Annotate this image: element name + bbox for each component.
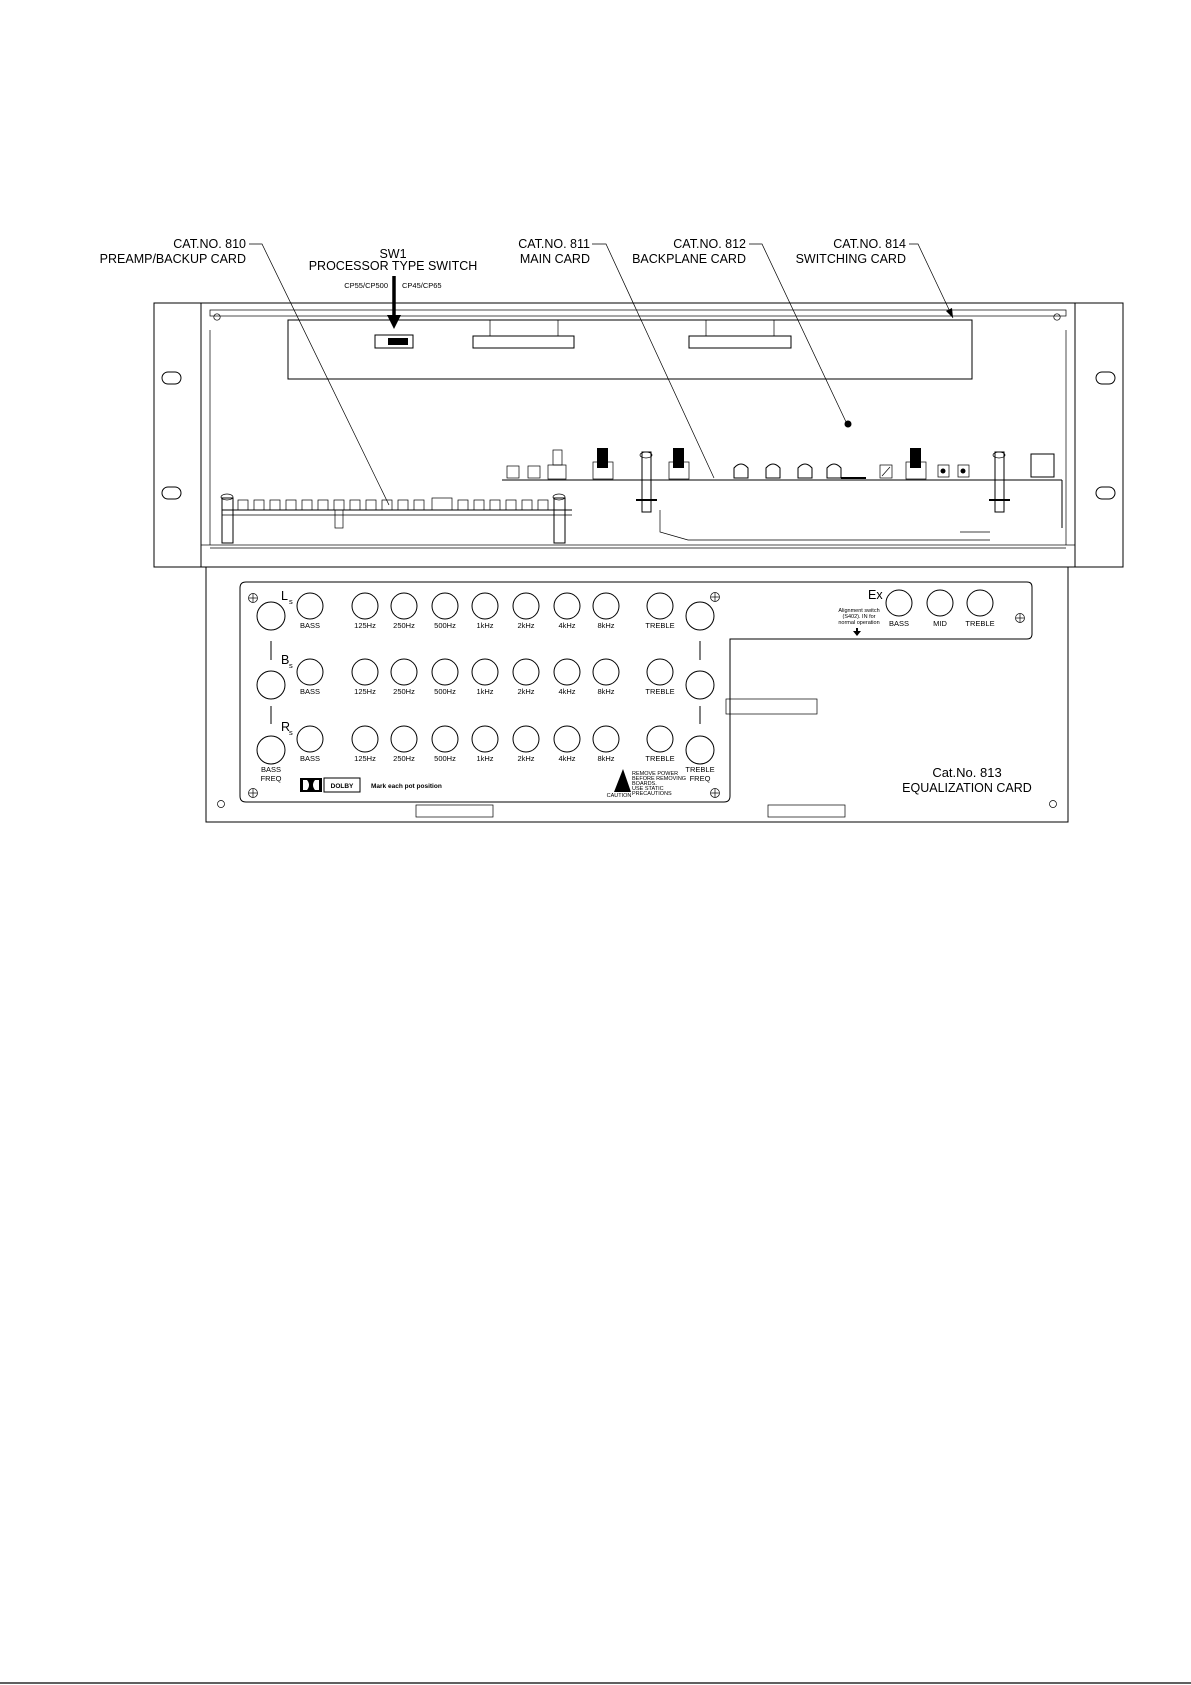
preamp-terminal-row [238,498,548,510]
backplane-point [845,421,852,428]
svg-text:4kHz: 4kHz [558,754,576,763]
left-ear-slot-top [162,372,181,384]
svg-text:1kHz: 1kHz [476,687,494,696]
backplane-leader-line [749,244,847,424]
callout-switching-card [796,237,953,318]
svg-text:1kHz: 1kHz [476,621,494,630]
row-rs-treble-freq-knob [686,736,714,764]
ex-treble-knob [967,590,993,616]
dolby-logo-text: DOLBY [330,783,354,790]
svg-text:250Hz: 250Hz [393,754,415,763]
row-bs-125hz-knob [352,659,378,685]
svg-text:500Hz: 500Hz [434,687,456,696]
row-bs-channel: B [281,653,290,667]
row-bs-subscript: s [289,661,293,670]
eq-card-name: EQUALIZATION CARD [902,781,1032,795]
row-ls-bass-knob [297,593,323,619]
svg-text:TREBLE: TREBLE [965,619,995,628]
eq-row-rs [257,720,714,764]
left-ear-slot-bottom [162,487,181,499]
ex-title: Ex [868,588,883,602]
row-bs-treble-freq-knob [686,671,714,699]
svg-text:MID: MID [933,619,947,628]
row-rs-4khz-knob [554,726,580,752]
row-bs-bass-freq-knob [257,671,285,699]
row-rs-subscript: s [289,728,293,737]
preamp-catno: CAT.NO. 810 [173,237,246,251]
svg-text:BASS: BASS [888,619,910,628]
sw1-right-position: CP45/CP65 [402,281,442,290]
row-ls-1khz-knob [472,593,498,619]
svg-text:2kHz: 2kHz [517,754,535,763]
row-ls-2khz-knob [513,593,539,619]
mark-pot-text: Mark each pot position [371,783,442,790]
svg-text:8kHz: 8kHz [597,621,615,630]
svg-text:BASS: BASS [299,754,321,763]
backplane-name: BACKPLANE CARD [632,252,746,266]
row-rs-channel: R [281,720,291,734]
treble-freq-label-1: TREBLE [685,765,715,774]
callout-preamp-card [100,237,389,505]
row-bs-2khz-knob [513,659,539,685]
row-ls-channel: L [281,589,288,603]
row-rs-bass-knob [297,726,323,752]
row-bs-250hz-knob [391,659,417,685]
row-ls-treble-freq-knob [686,602,714,630]
row-bs-treble-knob [647,659,673,685]
row-bs-bass-knob [297,659,323,685]
right-rack-ear [1075,303,1123,567]
switching-arrow-icon [946,308,953,318]
svg-text:8kHz: 8kHz [597,754,615,763]
dolby-logo [300,778,360,792]
row-ls-bass-freq-knob [257,602,285,630]
main-catno: CAT.NO. 811 [518,237,590,251]
bass-freq-label-2: FREQ [260,774,282,783]
switching-connector-left [473,336,574,348]
eq-card-callout [902,765,1032,795]
row-ls-8khz-knob [593,593,619,619]
eq-card-catno: Cat.No. 813 [932,765,1002,780]
row-ls-treble-knob [647,593,673,619]
row-ls-500hz-knob [432,593,458,619]
svg-text:8kHz: 8kHz [597,687,615,696]
svg-text:500Hz: 500Hz [434,754,456,763]
svg-text:BASS: BASS [299,621,321,630]
svg-text:250Hz: 250Hz [393,687,415,696]
svg-text:PRECAUTIONS: PRECAUTIONS [632,791,672,797]
main-name: MAIN CARD [519,252,590,266]
svg-text:125Hz: 125Hz [354,621,376,630]
svg-text:REMOVE POWER: REMOVE POWER [632,771,679,777]
row-bs-500hz-knob [432,659,458,685]
switching-leader-line [909,244,953,318]
switching-card [288,320,972,379]
svg-text:BEFORE REMOVING: BEFORE REMOVING [632,776,687,782]
svg-text:BASS: BASS [299,687,321,696]
switching-connector-right [689,336,791,348]
main-leader-line [592,244,714,478]
svg-text:2kHz: 2kHz [517,621,535,630]
sw1-left-position: CP55/CP500 [344,281,388,290]
row-bs-4khz-knob [554,659,580,685]
svg-text:125Hz: 125Hz [354,687,376,696]
caution-triangle-icon [614,769,631,792]
row-bs-1khz-knob [472,659,498,685]
ex-section [838,588,994,636]
preamp-name: PREAMP/BACKUP CARD [99,252,246,266]
svg-text:TREBLE: TREBLE [645,621,675,630]
sw1-switch-slider [388,338,408,345]
ex-mid-knob [927,590,953,616]
row-ls-125hz-knob [352,593,378,619]
ex-bass-knob [886,590,912,616]
row-rs-treble-knob [647,726,673,752]
main-card-components [502,448,1062,540]
svg-text:4kHz: 4kHz [558,621,576,630]
svg-text:4kHz: 4kHz [558,687,576,696]
alignment-arrow-icon [853,631,861,636]
right-ear-slot-bottom [1096,487,1115,499]
svg-text:BOARDS.: BOARDS. [632,781,657,787]
svg-text:500Hz: 500Hz [434,621,456,630]
callout-sw1 [309,247,478,329]
switching-card-body [288,320,972,379]
sw1-title: SW1 [379,247,407,261]
row-rs-bass-freq-knob [257,736,285,764]
row-rs-125hz-knob [352,726,378,752]
row-rs-8khz-knob [593,726,619,752]
chassis-body [201,303,1075,567]
svg-text:TREBLE: TREBLE [645,754,675,763]
row-ls-4khz-knob [554,593,580,619]
row-ls-subscript: s [289,597,293,606]
svg-text:2kHz: 2kHz [517,687,535,696]
sw1-subtitle: PROCESSOR TYPE SWITCH [308,259,478,273]
backplane-catno: CAT.NO. 812 [673,237,746,251]
svg-text:USE STATIC: USE STATIC [632,786,664,792]
caution-word: CAUTION [606,793,632,799]
preamp-card-components [221,494,572,543]
treble-freq-label-2: FREQ [689,774,711,783]
svg-text:125Hz: 125Hz [354,754,376,763]
row-ls-250hz-knob [391,593,417,619]
svg-text:250Hz: 250Hz [393,621,415,630]
svg-text:(S402). IN for: (S402). IN for [842,614,876,620]
eq-row-bs [257,653,714,699]
svg-text:Alignment switch: Alignment switch [838,608,880,614]
svg-text:1kHz: 1kHz [476,754,494,763]
rack-chassis [154,303,1123,567]
eq-panel-slot [726,699,817,714]
row-bs-8khz-knob [593,659,619,685]
right-ear-slot-top [1096,372,1115,384]
row-rs-1khz-knob [472,726,498,752]
caution-label [607,769,686,799]
svg-text:normal operation: normal operation [838,620,880,626]
row-rs-500hz-knob [432,726,458,752]
eq-row-ls [257,589,714,630]
bass-freq-label-1: BASS [260,765,282,774]
sw1-arrow-icon [387,315,401,329]
row-rs-250hz-knob [391,726,417,752]
left-rack-ear [154,303,201,567]
switching-catno: CAT.NO. 814 [833,237,906,251]
callout-main-card [518,237,714,478]
svg-text:TREBLE: TREBLE [645,687,675,696]
row-rs-2khz-knob [513,726,539,752]
switching-name: SWITCHING CARD [795,252,906,266]
